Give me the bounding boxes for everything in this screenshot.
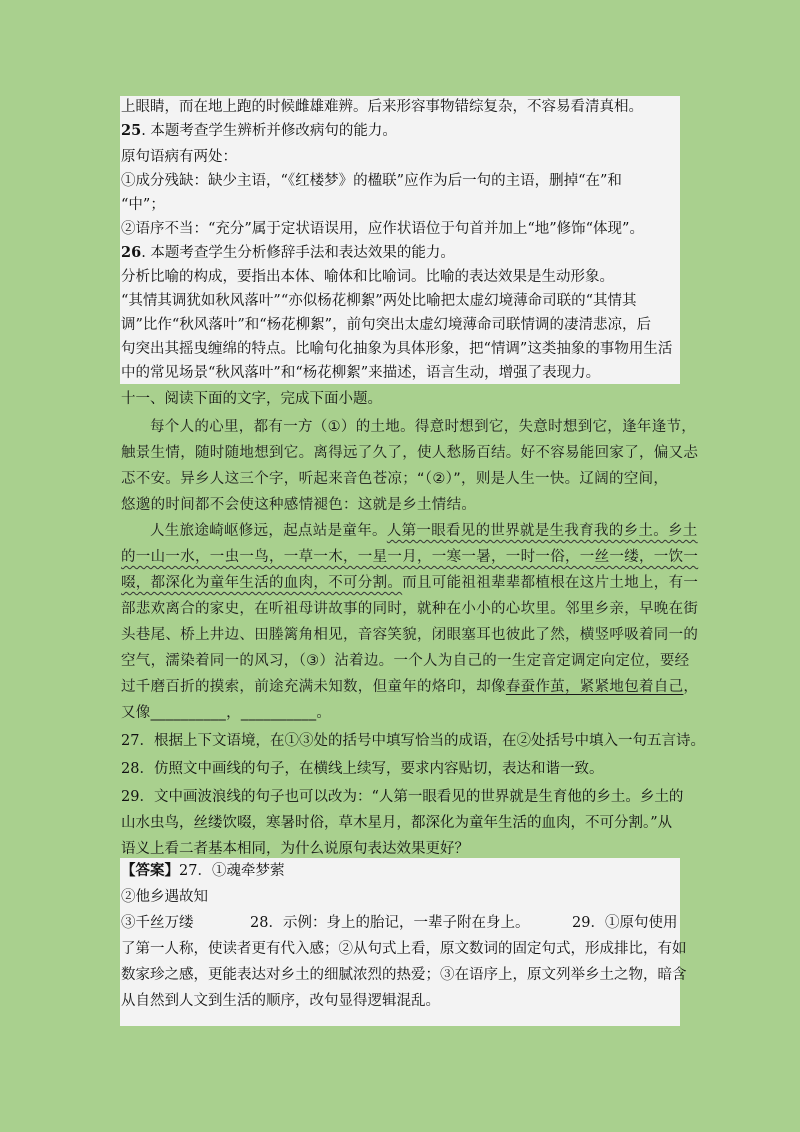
answer-line-8: 分析比喻的构成，要指出本体、喻体和比喻词。比喻的表达效果是生动形象。 [121,269,614,285]
answer-line-4: ①成分残缺：缺少主语，“《红楼梦》的楹联”应作为后一句的主语，删掉“在”和 [121,173,622,189]
answer-line-1: 上眼睛，而在地上跑的时候雌雄难辨。后来形容事物错综复杂，不容易看清真相。 [121,99,643,115]
passage-line-3: 忑不安。异乡人这三个字，听起来音色苍凉；“（②）”，则是人生一快。辽阔的空间， [121,471,669,487]
answer-26-text: . 本题考查学生分析修辞手法和表达效果的能力。 [141,245,455,261]
question-number: 26 [121,244,142,261]
answer-line-6: ②语序不当：“充分”属于定状语误用，应作状语位于句首并加上“地”修饰“体现”。 [121,221,644,237]
underlined-text: 春蚕作茧，紧紧地包着自己 [505,679,684,695]
passage-line-2: 触景生情，随时随地想到它。离得远了久了，使人愁肠百结。好不容易能回家了，偏又忐 [121,445,699,461]
passage-line-11 [121,676,698,698]
answer-28: 28．示例：身上的胎记，一辈子附在身上。 [250,915,530,931]
answer-line-10: 调”比作“秋风落叶”和“杨花柳絮”，前句突出太虚幻境薄命司联情调的凄清悲凉，后 [121,317,652,333]
answer-27-2: ②他乡遇故知 [121,889,208,905]
wavy-underlined-text: 啜，都深化为童年生活的血肉，不可分割。 [121,575,403,591]
passage-line-12: 又像__________，__________。 [121,705,332,721]
answer-line-11: 句突出其摇曳缠绵的特点。比喻句化抽象为具体形象，把“情调”这类抽象的事物用生活 [121,341,673,357]
question-29-line-3: 语义上看二者基本相同，为什么说原句表达效果更好？ [121,841,469,857]
question-29-line-1: 29．文中画波浪线的句子也可以改为：“人第一眼看见的世界就是生育他的乡土。乡土的 [121,789,684,805]
answer-29-line-4: 从自然到人文到生活的顺序，改句显得逻辑混乱。 [121,993,440,1009]
passage-text: 过千磨百折的摸索，前途充满未知数，但童年的烙印，却像 [121,679,506,695]
question-number: 25 [121,122,142,139]
answer-line-5: “中”； [121,197,165,213]
passage-line-9: 头巷尾、桥上井边、田塍篱角相见，音容笑貌，闭眼塞耳也彼此了然，横竖呼吸着同一的 [121,627,699,643]
answer-29-line-2: 了第一人称，使读者更有代入感；②从句式上看，原文数词的固定句式，形成排比，有如 [121,941,687,957]
wavy-underlined-text: 人第一眼看见的世界就是生我育我的乡土。乡土 [386,523,698,539]
passage-line-10: 空气，濡染着同一的风习，（③）沾着边。一个人为自己的一生定音定调定向定位，要经 [121,653,690,669]
passage-line-8: 部悲欢离合的家史，在听祖母讲故事的同时，就种在小小的心坎里。邻里乡亲，早晚在街 [121,601,699,617]
answer-label-line [121,860,284,882]
answer-line-9: “其情其调犹如秋风落叶”“亦似杨花柳絮”两处比喻把太虚幻境薄命司联的“其情其 [121,293,637,309]
passage-text: 人生旅途崎岖修远，起点站是童年。 [150,523,387,539]
answer-26-heading [121,242,455,264]
answer-line-3: 原句语病有两处： [121,149,237,165]
question-29-line-2: 山水虫鸟，丝缕饮啜，寒暑时俗，草木星月，都深化为童年生活的血肉，不可分割。”从 [121,815,673,831]
passage-text: 而且可能祖祖辈辈都植根在这片土地上，有一 [402,575,699,591]
passage-line-4: 悠邈的时间都不会使这种感情褪色：这就是乡土情结。 [121,497,477,513]
question-27: 27．根据上下文语境，在①③处的括号中填写恰当的成语，在②处括号中填入一句五言诗。 [121,733,705,749]
answer-29-line-3: 数家珍之感，更能表达对乡土的细腻浓烈的热爱；③在语序上，原文列举乡土之物，暗含 [121,967,687,983]
answer-25-text: . 本题考查学生辨析并修改病句的能力。 [141,123,397,139]
passage-line-6 [121,546,698,568]
answer-27-1: 27．①魂牵梦萦 [179,863,285,879]
section-heading: 十一、阅读下面的文字，完成下面小题。 [121,391,382,407]
passage-text: ， [683,679,699,695]
answer-25-heading [121,120,397,142]
passage-line-7 [121,572,698,594]
passage-line-5 [150,520,698,542]
answer-29-start: 29．①原句使用 [572,915,678,931]
answer-27-3: ③千丝万缕 [121,915,194,931]
passage-line-1: 每个人的心里，都有一方（①）的土地。得意时想到它，失意时想到它，逢年逢节， [150,419,697,435]
wavy-underlined-text: 的一山一水，一虫一鸟，一草一木，一星一月，一寒一暑，一时一俗，一丝一缕，一饮一 [121,549,699,565]
answer-line-12: 中的常见场景“秋风落叶”和“杨花柳絮”来描述，语言生动，增强了表现力。 [121,365,601,381]
answer-label: 【答案】 [121,862,179,879]
question-28: 28．仿照文中画线的句子，在横线上续写，要求内容贴切，表达和谐一致。 [121,761,604,777]
